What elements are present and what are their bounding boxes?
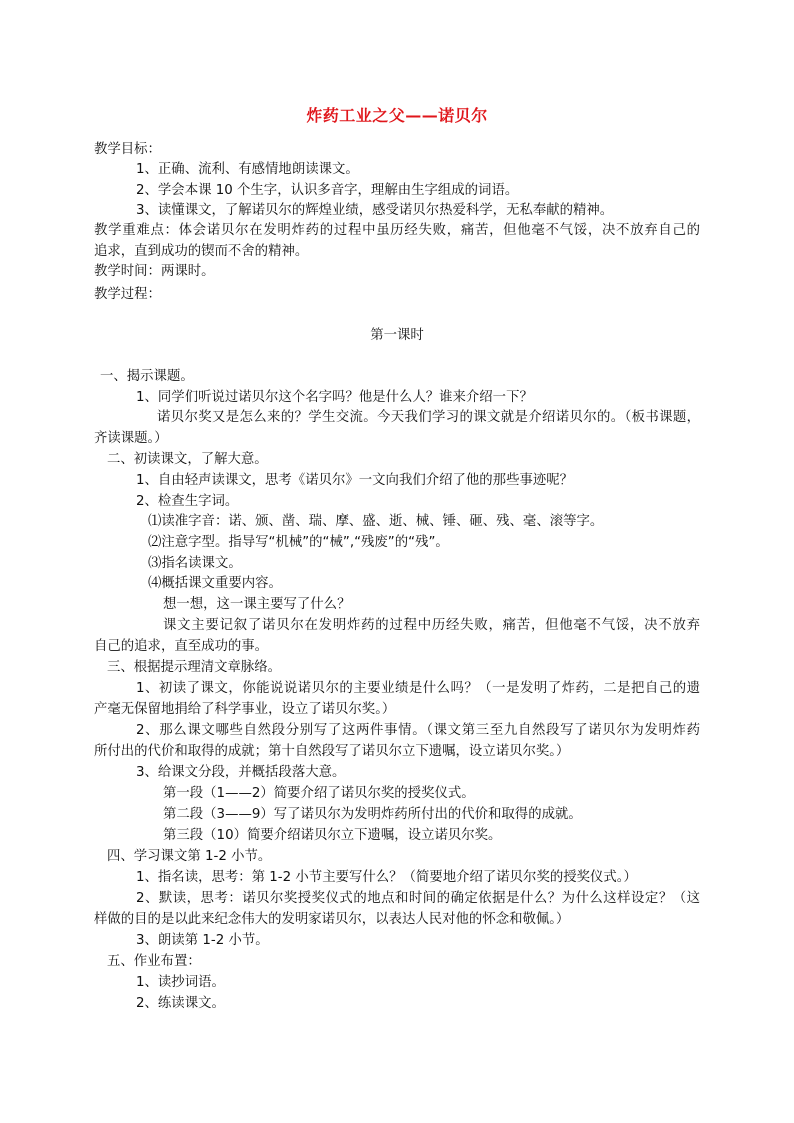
document-title: 炸药工业之父——诺贝尔 xyxy=(306,106,488,125)
paragraph-section-2: 第二段（3——9）写了诺贝尔为发明炸药所付出的代价和取得的成就。 xyxy=(163,807,582,822)
key-points-line-1: 教学重难点：体会诺贝尔在发明炸药的过程中虽历经失败，痛苦，但他毫不气馁，决不放弃自己的 xyxy=(94,223,700,238)
paragraph-section-1: 第一段（1——2）简要介绍了诺贝尔奖的授奖仪式。 xyxy=(163,786,475,801)
lesson-heading: 第一课时 xyxy=(370,328,424,343)
section-4-item-2-line-2: 样做的目的是以此来纪念伟大的发明家诺贝尔，以表达人民对他的怀念和敬佩。） xyxy=(94,912,570,927)
section-2-answer-line-1: 课文主要记叙了诺贝尔在发明炸药的过程中历经失败，痛苦，但他毫不气馁，决不放弃 xyxy=(163,618,700,633)
teaching-time: 教学时间：两课时。 xyxy=(94,264,215,279)
section-2-sub-3: ⑶指名读课文。 xyxy=(148,556,242,571)
homework-item-2: 2、练读课文。 xyxy=(136,996,225,1011)
section-1-item-1: 1、同学们听说过诺贝尔这个名字吗？他是什么人？谁来介绍一下？ xyxy=(136,390,533,405)
section-3-item-3: 3、给课文分段，并概括段落大意。 xyxy=(136,765,346,780)
section-1-heading: 一、揭示课题。 xyxy=(100,369,194,384)
section-3-heading: 三、根据提示理清文章脉络。 xyxy=(107,660,282,675)
section-2-question: 想一想，这一课主要写了什么？ xyxy=(163,597,351,612)
objectives-heading: 教学目标： xyxy=(94,142,161,157)
process-heading: 教学过程： xyxy=(94,287,161,302)
section-3-item-1-line-2: 产毫无保留地捐给了科学事业，设立了诺贝尔奖。） xyxy=(94,702,396,717)
section-3-item-1-line-1: 1、初读了课文，你能说说诺贝尔的主要业绩是什么吗？（一是发明了炸药，二是把自己的遗 xyxy=(136,681,700,696)
section-4-heading: 四、学习课文第 1-2 小节。 xyxy=(107,849,272,864)
objective-1: 1、正确、流利、有感情地朗读课文。 xyxy=(136,162,359,177)
section-1-text-line-2: 齐读课题。） xyxy=(94,431,168,446)
objective-2: 2、学会本课 10 个生字，认识多音字，理解由生字组成的词语。 xyxy=(136,183,519,198)
paragraph-section-3: 第三段（10）简要介绍诺贝尔立下遗嘱，设立诺贝尔奖。 xyxy=(163,828,502,843)
section-4-item-1: 1、指名读，思考：第 1-2 小节主要写什么？（简要地介绍了诺贝尔奖的授奖仪式。） xyxy=(136,870,637,885)
section-2-sub-4: ⑷概括课文重要内容。 xyxy=(148,576,282,591)
section-2-item-1: 1、自由轻声读课文，思考《诺贝尔》一文向我们介绍了他的那些事迹呢？ xyxy=(136,473,574,488)
section-5-heading: 五、作业布置： xyxy=(107,954,201,969)
section-2-sub-1: ⑴读准字音：诺、颁、凿、瑞、摩、盛、逝、械、锤、砸、残、毫、滚等字。 xyxy=(148,514,604,529)
section-3-item-2-line-1: 2、那么课文哪些自然段分别写了这两件事情。（课文第三至九自然段写了诺贝尔为发明炸药 xyxy=(136,723,700,738)
section-4-item-2-line-1: 2、默读，思考：诺贝尔奖授奖仪式的地点和时间的确定依据是什么？为什么这样设定？（这 xyxy=(136,891,700,906)
objective-3: 3、读懂课文，了解诺贝尔的辉煌业绩，感受诺贝尔热爱科学，无私奉献的精神。 xyxy=(136,203,614,218)
homework-item-1: 1、读抄词语。 xyxy=(136,975,225,990)
section-3-item-2-line-2: 所付出的代价和取得的成就；第十自然段写了诺贝尔立下遗嘱，设立诺贝尔奖。） xyxy=(94,744,570,759)
section-2-item-2: 2、检查生字词。 xyxy=(136,494,239,509)
section-4-item-3: 3、朗读第 1-2 小节。 xyxy=(136,933,269,948)
section-2-answer-line-2: 自己的追求，直至成功的事。 xyxy=(94,639,269,654)
section-1-text-line-1: 诺贝尔奖又是怎么来的？学生交流。今天我们学习的课文就是介绍诺贝尔的。（板书课题， xyxy=(157,410,700,425)
section-2-sub-2: ⑵注意字型。指导写“机械”的“械”,“残废”的“残”。 xyxy=(148,535,449,550)
section-2-heading: 二、初读课文，了解大意。 xyxy=(107,452,268,467)
key-points-line-2: 追求，直到成功的锲而不舍的精神。 xyxy=(94,244,309,259)
